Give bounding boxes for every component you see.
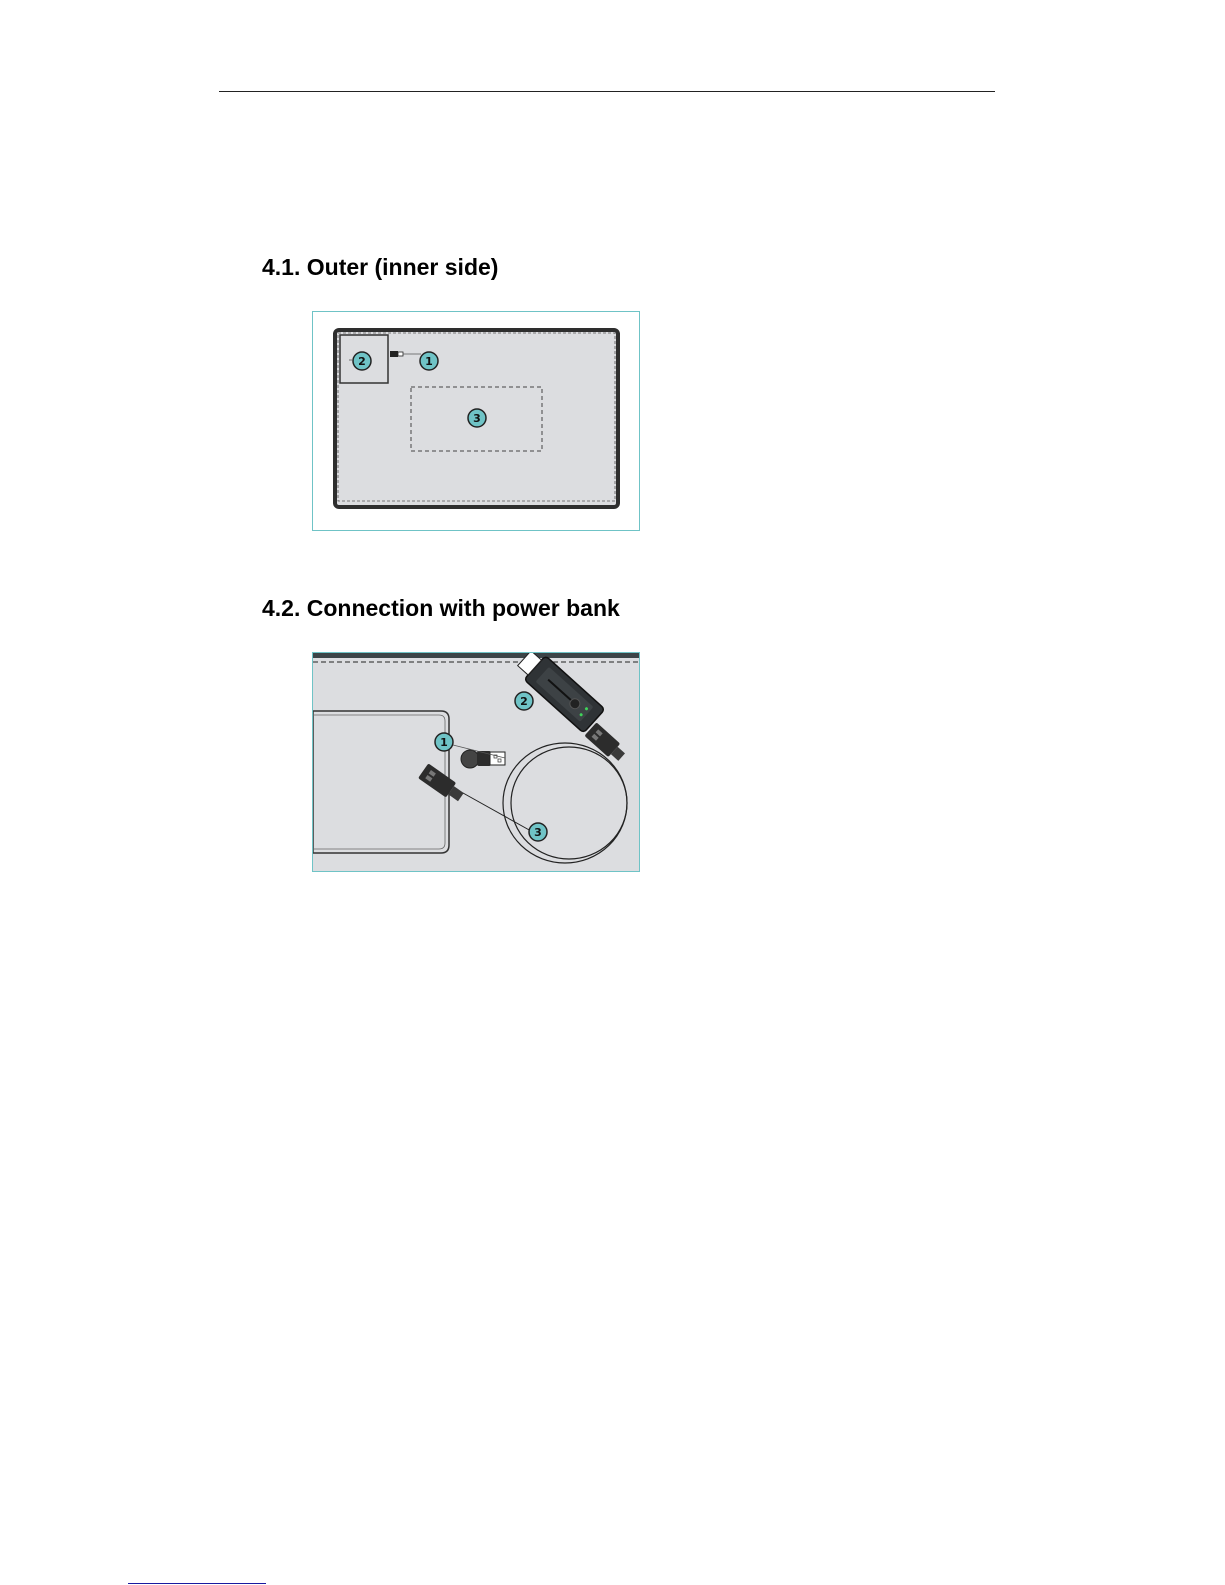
callout-1 <box>435 733 453 751</box>
section-heading-connection: 4.2. Connection with power bank <box>262 595 620 621</box>
header-rule <box>219 91 995 92</box>
callout-1-label: 1 <box>425 355 433 368</box>
top-band <box>313 653 640 658</box>
section-heading-outer: 4.1. Outer (inner side) <box>262 254 499 280</box>
tablet-port-plug <box>461 750 479 768</box>
power-bank-connection-illustration <box>313 653 640 872</box>
cable-loop-inner <box>511 747 627 859</box>
callout-2 <box>353 352 371 370</box>
callout-2-label: 2 <box>358 355 366 368</box>
callout-3-label: 3 <box>534 826 542 839</box>
cable-loop-outer <box>503 743 627 863</box>
outer-inner-side-figure <box>312 311 640 531</box>
callout-1-label: 1 <box>440 736 448 749</box>
callout-1 <box>420 352 438 370</box>
callout-2-label: 2 <box>520 695 528 708</box>
connector-icon <box>390 351 398 357</box>
callout-3 <box>529 823 547 841</box>
outer-inner-side-illustration <box>313 312 640 531</box>
cable-segment <box>463 793 531 831</box>
power-bank-connection-figure <box>312 652 640 872</box>
callout-2 <box>515 692 533 710</box>
footnote-rule <box>128 1583 266 1584</box>
callout-3-label: 3 <box>473 412 481 425</box>
callout-3 <box>468 409 486 427</box>
